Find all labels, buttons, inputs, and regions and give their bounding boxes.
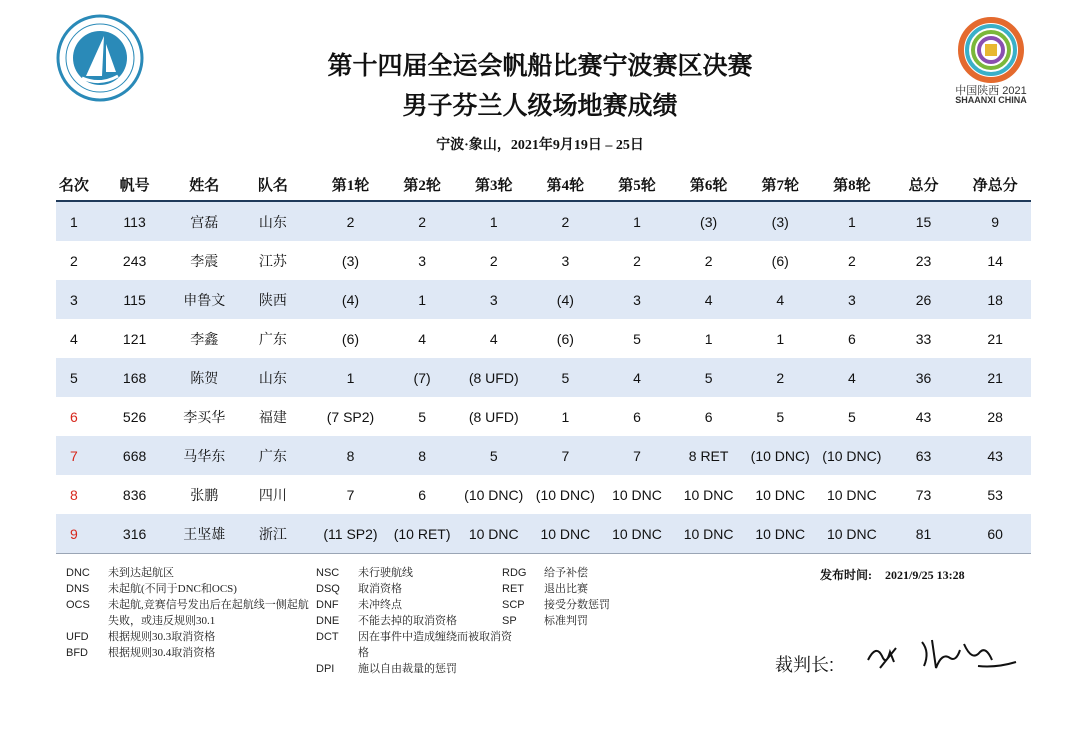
title-line-1: 第十四届全运会帆船比赛宁波赛区决赛 [327, 51, 753, 80]
cell-r7: 10 DNC [755, 525, 806, 542]
cell-r3: 4 [489, 330, 498, 347]
legend-code: OCS [66, 599, 90, 611]
cell-r2: (7) [413, 369, 431, 386]
cell-r1: 1 [346, 369, 355, 386]
table-row [56, 358, 1031, 397]
cell-name: 申鲁文 [183, 291, 226, 308]
cell-r1: (4) [341, 291, 360, 308]
cell-r3: (8 UFD) [468, 408, 519, 425]
cell-r5: 10 DNC [612, 486, 662, 503]
cell-r3: 1 [489, 213, 498, 230]
cell-rank: 1 [70, 213, 78, 230]
table-row [56, 241, 1031, 280]
cell-team: 福建 [258, 408, 287, 425]
cell-net: 28 [987, 408, 1003, 425]
cell-r7: (10 DNC) [750, 447, 810, 464]
results-table [56, 168, 1031, 554]
legend-column-1 [66, 565, 316, 661]
cell-net: 43 [987, 447, 1003, 464]
cell-r6: 6 [704, 408, 713, 425]
title-line-2: 男子芬兰人级场地赛成绩 [402, 91, 678, 120]
cell-r1: (11 SP2) [323, 525, 378, 542]
cell-r6: 1 [704, 330, 713, 347]
cell-sail: 526 [122, 408, 147, 425]
legend-desc: 未行驶航线 [358, 567, 413, 579]
legend-code: DNS [66, 583, 90, 595]
cell-rank: 8 [70, 486, 78, 503]
cell-sail: 121 [122, 330, 147, 347]
legend-desc: 施以自由裁量的惩罚 [358, 663, 457, 675]
cell-r8: 4 [847, 369, 856, 386]
table-row [56, 319, 1031, 358]
cell-rank: 5 [70, 369, 78, 386]
cell-sail: 168 [122, 369, 147, 386]
header-sail: 帆号 [119, 177, 150, 194]
cell-team: 山东 [258, 213, 287, 230]
cell-rank: 9 [70, 525, 78, 542]
legend-code: DSQ [316, 583, 340, 595]
cell-r6: 10 DNC [683, 486, 734, 503]
legend-item [502, 597, 652, 613]
cell-r8: 2 [847, 252, 856, 269]
cell-rank: 6 [70, 408, 78, 425]
legend-desc: 退出比赛 [544, 583, 588, 595]
cell-sail: 836 [122, 486, 147, 503]
legend-item [502, 613, 652, 629]
cell-r8: 6 [847, 330, 856, 347]
legend-item [66, 565, 316, 581]
cell-total: 73 [915, 486, 932, 503]
cell-r4: 10 DNC [540, 525, 591, 542]
legend-item [316, 597, 516, 613]
cell-team: 四川 [258, 486, 287, 503]
cell-net: 21 [987, 330, 1003, 347]
cell-r1: 8 [346, 447, 355, 464]
cell-r1: (6) [341, 330, 360, 347]
cell-r2: 5 [418, 408, 426, 425]
header-r2: 第2轮 [403, 177, 441, 194]
cell-rank: 3 [70, 291, 78, 308]
cell-sail: 316 [122, 525, 147, 542]
cell-sail: 668 [122, 447, 147, 464]
legend-item [316, 613, 516, 629]
cell-team: 浙江 [258, 525, 287, 542]
legend-item [502, 565, 652, 581]
legend-item [66, 581, 316, 597]
cell-r3: 5 [489, 447, 498, 464]
cell-r1: (7 SP2) [326, 408, 375, 425]
cell-r8: (10 DNC) [822, 447, 882, 464]
cell-r5: 2 [633, 252, 641, 269]
legend-code: UFD [66, 631, 89, 643]
cell-r5: 4 [633, 369, 641, 386]
table-row [56, 202, 1031, 241]
cell-team: 江苏 [258, 252, 287, 269]
legend-code: SP [502, 615, 517, 627]
cell-r5: 1 [633, 213, 641, 230]
cell-r6: 2 [704, 252, 713, 269]
cell-rank: 7 [70, 447, 78, 464]
legend-code: DCT [316, 631, 339, 643]
cell-r5: 5 [633, 330, 641, 347]
cell-total: 36 [915, 369, 932, 386]
table-row [56, 514, 1031, 554]
publish-label: 发布时间: [820, 568, 872, 582]
legend-code: DNE [316, 615, 340, 627]
header-total: 总分 [908, 177, 939, 194]
table-row [56, 436, 1031, 475]
publish-time [820, 566, 965, 583]
cell-total: 81 [915, 525, 932, 542]
cell-r2: 1 [418, 291, 426, 308]
legend-code: RET [502, 583, 524, 595]
legend-item [66, 629, 316, 645]
cell-team: 山东 [258, 369, 287, 386]
cell-r2: 3 [418, 252, 426, 269]
cell-r6: (3) [700, 213, 718, 230]
cell-rank: 2 [70, 252, 78, 269]
cell-r4: (10 DNC) [535, 486, 595, 503]
cell-r3: 10 DNC [468, 525, 519, 542]
cell-r5: 10 DNC [612, 525, 662, 542]
cell-r2: 4 [418, 330, 426, 347]
header-r3: 第3轮 [474, 177, 513, 194]
referee-label: 裁判长: [775, 655, 835, 675]
cell-total: 15 [915, 213, 932, 230]
table-row [56, 397, 1031, 436]
header-team: 队名 [257, 177, 288, 194]
cell-r7: (6) [771, 252, 789, 269]
cell-team: 广东 [258, 447, 287, 464]
cell-r7: 2 [776, 369, 785, 386]
cell-rank: 4 [70, 330, 78, 347]
cell-total: 26 [915, 291, 932, 308]
cell-r8: 1 [847, 213, 856, 230]
cell-r7: (3) [771, 213, 789, 230]
cell-r7: 5 [776, 408, 785, 425]
cell-r7: 1 [776, 330, 785, 347]
cell-r6: 8 RET [688, 447, 729, 464]
cell-r4: 1 [561, 408, 570, 425]
header-net: 净总分 [972, 177, 1018, 194]
cell-total: 23 [915, 252, 932, 269]
cell-r4: 3 [561, 252, 570, 269]
header-r6: 第6轮 [689, 177, 728, 194]
cell-total: 63 [915, 447, 932, 464]
cell-name: 李鑫 [190, 330, 219, 347]
table-row [56, 475, 1031, 514]
legend-column-3 [502, 565, 652, 629]
legend-desc: 给予补偿 [544, 567, 588, 579]
cell-name: 马华东 [183, 447, 226, 464]
cell-r5: 6 [633, 408, 641, 425]
header-rank: 名次 [58, 177, 89, 194]
legend-desc: 取消资格 [358, 583, 402, 595]
cell-r2: (10 RET) [393, 525, 451, 542]
cell-r6: 10 DNC [683, 525, 734, 542]
cell-r4: 7 [561, 447, 570, 464]
legend-desc: 未到达起航区 [108, 567, 174, 579]
cell-sail: 115 [123, 291, 146, 308]
header-r1: 第1轮 [331, 177, 370, 194]
cell-r8: 5 [847, 408, 856, 425]
legend-item [316, 661, 516, 677]
cell-sail: 243 [122, 252, 147, 269]
cell-name: 王坚雄 [183, 525, 226, 542]
cell-r6: 5 [704, 369, 713, 386]
cell-name: 李震 [190, 252, 219, 269]
cell-net: 60 [987, 525, 1003, 542]
cell-r2: 8 [418, 447, 426, 464]
cell-r8: 10 DNC [826, 525, 877, 542]
cell-net: 9 [991, 213, 999, 230]
cell-name: 陈贺 [190, 369, 219, 386]
legend-desc: 未起航(不同于DNC和OCS) [108, 583, 237, 595]
legend-code: RDG [502, 567, 527, 579]
legend-desc: 不能去掉的取消资格 [358, 615, 457, 627]
cell-team: 广东 [258, 330, 287, 347]
cell-r3: 2 [489, 252, 498, 269]
logo-sub-text: SHAANXI CHINA [955, 95, 1027, 105]
cell-name: 张鹏 [190, 486, 219, 503]
table-header [56, 168, 1031, 202]
subtitle: 宁波·象山，2021年9月19日 – 25日 [436, 138, 644, 153]
cell-sail: 113 [123, 213, 146, 230]
publish-time-value: 2021/9/25 13:28 [885, 568, 965, 582]
cell-r6: 4 [704, 291, 713, 308]
referee-signature [860, 622, 1020, 682]
cell-r5: 3 [633, 291, 641, 308]
legend-desc: 标准判罚 [544, 615, 588, 627]
header-r8: 第8轮 [833, 177, 871, 194]
legend-item [66, 645, 316, 661]
header-name: 姓名 [189, 177, 220, 194]
cell-r4: (6) [556, 330, 574, 347]
cell-total: 43 [915, 408, 932, 425]
header-r4: 第4轮 [546, 177, 585, 194]
cell-net: 18 [987, 291, 1003, 308]
cell-r3: (10 DNC) [464, 486, 524, 503]
legend-item [316, 581, 516, 597]
legend-code: DNC [66, 567, 90, 579]
cell-r4: 2 [561, 213, 570, 230]
cell-net: 21 [987, 369, 1003, 386]
logo-brand-text: 中国陕西 2021 [955, 85, 1027, 97]
cell-r2: 2 [418, 213, 426, 230]
cell-name: 李买华 [183, 408, 226, 425]
legend-code: NSC [316, 567, 340, 579]
legend-column-2 [316, 565, 516, 677]
cell-r1: (3) [341, 252, 360, 269]
cell-r1: 7 [346, 486, 355, 503]
legend-desc: 根据规则30.4取消资格 [108, 647, 216, 659]
cell-r4: 5 [561, 369, 570, 386]
cell-r3: (8 UFD) [468, 369, 519, 386]
cell-r8: 10 DNC [826, 486, 877, 503]
legend-code: BFD [66, 647, 88, 659]
cell-r7: 4 [776, 291, 785, 308]
legend-desc: 接受分数惩罚 [544, 599, 610, 611]
cell-r4: (4) [556, 291, 574, 308]
cell-r3: 3 [489, 291, 498, 308]
header-r7: 第7轮 [761, 177, 799, 194]
cell-r2: 6 [418, 486, 426, 503]
legend-desc: 未冲终点 [358, 599, 402, 611]
legend-desc: 未起航,竞赛信号发出后在起航线一侧起航失败，或违反规则30.1 [108, 599, 309, 627]
cell-total: 33 [915, 330, 932, 347]
legend-item [66, 597, 316, 629]
legend-code: SCP [502, 599, 525, 611]
header-r5: 第5轮 [618, 177, 656, 194]
legend-code: DNF [316, 599, 339, 611]
cell-net: 14 [987, 252, 1003, 269]
legend-code: DPI [316, 663, 335, 675]
table-body [56, 202, 1031, 554]
legend-desc: 根据规则30.3取消资格 [108, 631, 216, 643]
cell-r5: 7 [633, 447, 641, 464]
legend-item [316, 629, 516, 661]
cell-r1: 2 [346, 213, 355, 230]
table-row [56, 280, 1031, 319]
legend-item [316, 565, 516, 581]
cell-name: 宫磊 [190, 213, 219, 230]
cell-team: 陕西 [258, 291, 287, 308]
cell-r7: 10 DNC [755, 486, 806, 503]
legend-item [502, 581, 652, 597]
cell-r8: 3 [847, 291, 856, 308]
legend-desc: 因在事件中造成缠绕而被取消资格 [358, 631, 512, 659]
cell-net: 53 [987, 486, 1003, 503]
